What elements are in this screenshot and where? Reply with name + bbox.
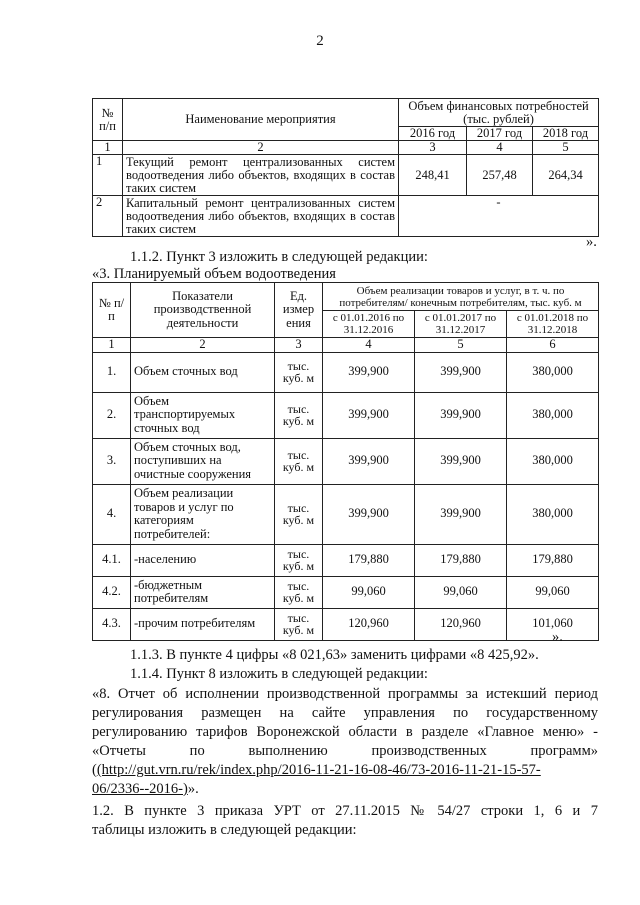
header-2016: 2016 год <box>399 127 467 141</box>
row-unit: тыс. куб. м <box>275 544 323 576</box>
row-value-2017: 99,060 <box>415 576 507 608</box>
link-open-paren: ( <box>92 762 97 778</box>
row-value-2016: 399,900 <box>323 484 415 544</box>
header-volume: Объем реализации товаров и услуг, в т. ч. по потребителям/ конечным потребителям, тыс. куб. м <box>323 283 599 311</box>
colnum: 5 <box>533 141 599 155</box>
report-link[interactable]: (http://gut.vrn.ru/rek/index.php/2016-11-21-16-08-46/73-2016-11-21-15-57- <box>96 762 541 778</box>
row-name: Капитальный ремонт централизованных систем водоотведения либо объектов, входящих в состав таких систем <box>123 196 399 237</box>
colnum: 2 <box>123 141 399 155</box>
row-name: -прочим потребителям <box>131 608 275 640</box>
colnum: 4 <box>467 141 533 155</box>
row-num: 4.2. <box>93 576 131 608</box>
table-row <box>93 392 599 438</box>
financial-needs-table <box>92 98 599 237</box>
header-num: № п/п <box>93 99 123 141</box>
row-value-2017: 399,900 <box>415 484 507 544</box>
row-unit: тыс. куб. м <box>275 438 323 484</box>
colnum: 5 <box>415 338 507 353</box>
table-row <box>93 484 599 544</box>
header-period-2017: с 01.01.2017 по 31.12.2017 <box>415 311 507 338</box>
row-merged-value: - <box>399 196 599 237</box>
header-2018: 2018 год <box>533 127 599 141</box>
item-1-2: 1.2. В пункте 3 приказа УРТ от 27.11.2015 № 54/27 строки 1, 6 и 7 <box>92 803 598 819</box>
table-row <box>93 352 599 392</box>
row-value-2017: 399,900 <box>415 352 507 392</box>
row-name: Объем транспортируемых сточных вод <box>131 392 275 438</box>
row-name: -населению <box>131 544 275 576</box>
colnum: 1 <box>93 338 131 353</box>
table-row <box>93 608 599 640</box>
section-title: «3. Планируемый объем водоотведения <box>92 266 336 282</box>
colnum: 6 <box>507 338 599 353</box>
item-1-1-2: 1.1.2. Пункт 3 изложить в следующей редакции: <box>130 249 428 265</box>
row-value-2016: 399,900 <box>323 392 415 438</box>
row-value-2018: 179,880 <box>507 544 599 576</box>
row-value-2016: 179,880 <box>323 544 415 576</box>
row-value-2018: 101,060 <box>507 608 599 640</box>
paragraph-8-link-line <box>92 760 541 780</box>
column-number-row <box>93 141 599 155</box>
row-name: Текущий ремонт централизованных систем водоотведения либо объектов, входящих в состав таких систем <box>123 155 399 196</box>
item-1-1-3: 1.1.3. В пункте 4 цифры «8 021,63» заменить цифрами «8 425,92». <box>130 647 539 663</box>
wastewater-volume-table <box>92 282 599 641</box>
row-value-2018: 380,000 <box>507 352 599 392</box>
paragraph-8-line: «8. Отчет об исполнении производственной программы за истекший период <box>92 686 598 702</box>
row-num: 4. <box>93 484 131 544</box>
row-value-2016: 99,060 <box>323 576 415 608</box>
row-value-2017: 399,900 <box>415 392 507 438</box>
row-value-2017: 257,48 <box>467 155 533 196</box>
header-period-2016: с 01.01.2016 по 31.12.2016 <box>323 311 415 338</box>
link-close: ». <box>187 781 199 797</box>
page-number: 2 <box>316 33 324 49</box>
table-row <box>93 544 599 576</box>
row-value-2016: 248,41 <box>399 155 467 196</box>
row-name: Объем реализации товаров и услуг по категориям потребителей: <box>131 484 275 544</box>
row-num: 2 <box>93 196 123 237</box>
row-name: Объем сточных вод <box>131 352 275 392</box>
header-name: Наименование мероприятия <box>123 99 399 141</box>
table-row <box>93 438 599 484</box>
row-num: 4.1. <box>93 544 131 576</box>
table-row <box>93 155 599 196</box>
row-value-2018: 99,060 <box>507 576 599 608</box>
row-value-2017: 179,880 <box>415 544 507 576</box>
row-value-2016: 399,900 <box>323 352 415 392</box>
colnum: 3 <box>275 338 323 353</box>
colnum: 4 <box>323 338 415 353</box>
row-num: 1 <box>93 155 123 196</box>
header-volume: Объем финансовых потребностей (тыс. рублей) <box>399 99 599 127</box>
colnum: 1 <box>93 141 123 155</box>
colnum: 2 <box>131 338 275 353</box>
table-row <box>93 196 599 237</box>
row-value-2018: 380,000 <box>507 438 599 484</box>
row-name: Объем сточных вод, поступивших на очистные сооружения <box>131 438 275 484</box>
table-row <box>93 576 599 608</box>
row-num: 3. <box>93 438 131 484</box>
quote-close: ». <box>552 629 563 645</box>
row-value-2018: 380,000 <box>507 392 599 438</box>
quote-close: ». <box>586 234 597 250</box>
row-num: 1. <box>93 352 131 392</box>
row-value-2016: 399,900 <box>323 438 415 484</box>
row-value-2016: 120,960 <box>323 608 415 640</box>
header-2017: 2017 год <box>467 127 533 141</box>
paragraph-8-line: регулированию тарифов Воронежской области в разделе «Главное меню» - <box>92 724 598 740</box>
paragraph-8-line: «Отчеты по выполнению производственных программ» <box>92 743 598 759</box>
header-unit: Ед. измер ения <box>275 283 323 338</box>
report-link-continuation[interactable]: 06/2336--2016-) <box>92 781 188 797</box>
paragraph-8-link-line <box>92 779 199 799</box>
row-value-2018: 264,34 <box>533 155 599 196</box>
item-1-2-continuation: таблицы изложить в следующей редакции: <box>92 822 357 838</box>
row-num: 4.3. <box>93 608 131 640</box>
row-unit: тыс. куб. м <box>275 392 323 438</box>
row-name: -бюджетным потребителям <box>131 576 275 608</box>
paragraph-8-line: регулирования размещен на сайте управления по государственному <box>92 705 598 721</box>
row-num: 2. <box>93 392 131 438</box>
header-num: № п/п <box>93 283 131 338</box>
row-value-2018: 380,000 <box>507 484 599 544</box>
row-unit: тыс. куб. м <box>275 608 323 640</box>
colnum: 3 <box>399 141 467 155</box>
header-indicator: Показатели производственной деятельности <box>131 283 275 338</box>
item-1-1-4: 1.1.4. Пункт 8 изложить в следующей редакции: <box>130 666 428 682</box>
row-unit: тыс. куб. м <box>275 484 323 544</box>
row-unit: тыс. куб. м <box>275 352 323 392</box>
column-number-row <box>93 338 599 353</box>
row-unit: тыс. куб. м <box>275 576 323 608</box>
row-value-2017: 120,960 <box>415 608 507 640</box>
header-period-2018: с 01.01.2018 по 31.12.2018 <box>507 311 599 338</box>
row-value-2017: 399,900 <box>415 438 507 484</box>
